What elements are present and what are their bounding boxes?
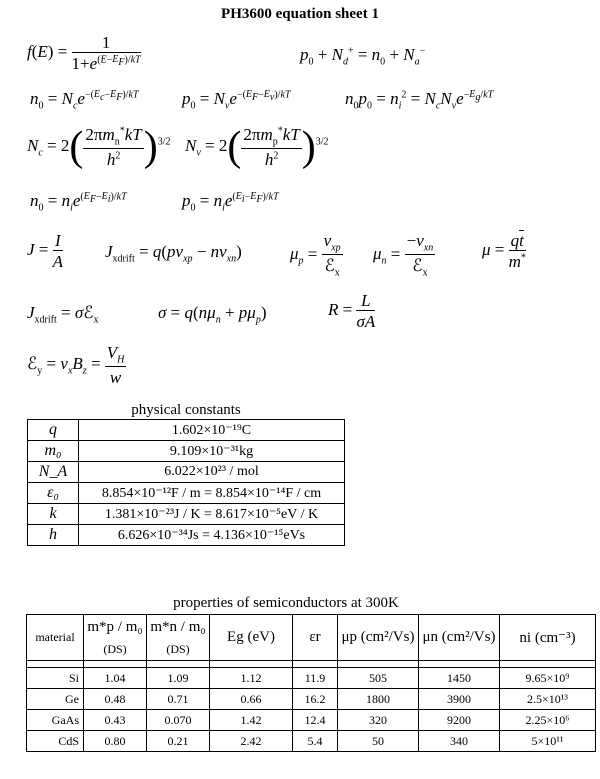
charge-neutrality-equation: $p_0 + N_d^+ = n_0 + N_a^-$	[300, 45, 426, 68]
constant-symbol: N_A	[28, 462, 79, 483]
cell: 9200	[419, 710, 500, 731]
table-row	[27, 710, 596, 731]
drift-current-equation: $J_{xdrift} = q(pv_{xp} - nv_{xn})$	[105, 242, 242, 265]
constant-value: 9.109×10⁻³¹kg	[79, 441, 345, 462]
cell: CdS	[27, 731, 84, 752]
cell: Ge	[27, 689, 84, 710]
cell: 1.09	[147, 668, 210, 689]
cell: 505	[338, 668, 419, 689]
cell: 0.80	[84, 731, 147, 752]
constant-value: 8.854×10⁻¹²F / m = 8.854×10⁻¹⁴F / cm	[79, 483, 345, 504]
cell: 1450	[419, 668, 500, 689]
constant-value: 6.626×10⁻³⁴Js = 4.136×10⁻¹⁵eVs	[79, 525, 345, 546]
table-row	[28, 525, 345, 546]
table-row	[28, 504, 345, 525]
conductivity-equation: $\sigma = q(n\mu_n + p\mu_p)$	[158, 303, 267, 326]
cell: Si	[27, 668, 84, 689]
column-header: ni (cm⁻³)	[500, 615, 596, 661]
cell: 12.4	[293, 710, 338, 731]
cell: 320	[338, 710, 419, 731]
current-density-equation: J = $\frac{I}{A}$	[27, 231, 64, 271]
cell: 0.43	[84, 710, 147, 731]
cell: 0.48	[84, 689, 147, 710]
electron-concentration-equation: $n_0 = N_ce^{-(E_c-E_F)/kT}$	[30, 89, 139, 112]
cell: 16.2	[293, 689, 338, 710]
column-header: Eg (eV)	[210, 615, 293, 661]
cell: 1800	[338, 689, 419, 710]
nv-equation: $N_v = 2$( $\frac{2\pi m_p^*kT}{h^2}$ )$^{3/2}$	[185, 124, 329, 171]
constant-symbol: q	[28, 420, 79, 441]
cell: 2.42	[210, 731, 293, 752]
mobility-equation: μ = $\frac{q\overline{t}}{m^*}$	[482, 231, 526, 271]
cell: 0.66	[210, 689, 293, 710]
header-row	[27, 615, 596, 661]
semiconductors-table	[26, 614, 596, 752]
cell: 0.21	[147, 731, 210, 752]
nc-equation: $N_c = 2$( $\frac{2\pi m_n^*kT}{h^2}$ )$^{3/2}$	[27, 124, 171, 171]
cell: 5×10¹¹	[500, 731, 596, 752]
table-row	[28, 462, 345, 483]
cell: 50	[338, 731, 419, 752]
table-row	[28, 483, 345, 504]
hole-concentration-equation: $p_0 = N_ve^{-(E_F-E_v)/kT}$	[182, 89, 291, 112]
constant-symbol: h	[28, 525, 79, 546]
constant-value: 1.381×10⁻²³J / K = 8.617×10⁻⁵eV / K	[79, 504, 345, 525]
column-header: μn (cm²/Vs)	[419, 615, 500, 661]
column-header: m*p / m₀ (DS)	[84, 615, 147, 661]
cell: 5.4	[293, 731, 338, 752]
column-header: εr	[293, 615, 338, 661]
cell: 2.25×10⁶	[500, 710, 596, 731]
cell: 1.42	[210, 710, 293, 731]
cell: 1.12	[210, 668, 293, 689]
cell: 0.070	[147, 710, 210, 731]
constant-value: 1.602×10⁻¹⁹C	[79, 420, 345, 441]
page-title: PH3600 equation sheet 1	[221, 6, 379, 22]
semiconductors-title: properties of semiconductors at 300K	[173, 595, 399, 611]
constant-symbol: m₀	[28, 441, 79, 462]
hall-field-equation: ℰ$_y$ = $v_xB_z$ = $\frac{V_H}{w}$	[27, 343, 125, 388]
table-row	[28, 441, 345, 462]
physical-constants-table	[27, 419, 345, 546]
cell: 11.9	[293, 668, 338, 689]
constant-symbol: k	[28, 504, 79, 525]
ohms-law-equation: $J_{xdrift}$ = σℰ$_x$	[27, 303, 99, 326]
table-row	[27, 689, 596, 710]
constant-value: 6.022×10²³ / mol	[79, 462, 345, 483]
cell: 0.71	[147, 689, 210, 710]
hole-mobility-equation: $\mu_p$ = $\frac{v_{xp}}{ℰ_x}$	[290, 231, 341, 279]
intrinsic-p-equation: $p_0 = n_ie^{(E_i-E_F)/kT}$	[182, 191, 279, 214]
cell: GaAs	[27, 710, 84, 731]
column-header: μp (cm²/Vs)	[338, 615, 419, 661]
physical-constants-title: physical constants	[131, 402, 241, 418]
column-header: material	[27, 615, 84, 661]
cell: 3900	[419, 689, 500, 710]
cell: 9.65×10⁹	[500, 668, 596, 689]
resistance-equation: R = $\frac{L}{\sigma A}$	[328, 291, 376, 331]
electron-mobility-equation: $\mu_n$ = $\frac{-v_{xn}}{ℰ_x}$	[373, 231, 434, 279]
cell: 2.5×10¹³	[500, 689, 596, 710]
table-row	[27, 731, 596, 752]
table-row	[27, 668, 596, 689]
cell: 1.04	[84, 668, 147, 689]
column-header: m*n / m₀ (DS)	[147, 615, 210, 661]
intrinsic-n-equation: $n_0 = n_ie^{(E_F-E_i)/kT}$	[30, 191, 127, 214]
table-row	[28, 420, 345, 441]
fermi-dirac-equation: f(E) = $\frac{1}{1+e^{(E-E_F)/kT}}$	[27, 33, 141, 73]
cell: 340	[419, 731, 500, 752]
mass-action-equation: $n_0p_0 = n_i^2 = N_cN_ve^{-E_g/kT}$	[345, 89, 494, 112]
constant-symbol: ε₀	[28, 483, 79, 504]
